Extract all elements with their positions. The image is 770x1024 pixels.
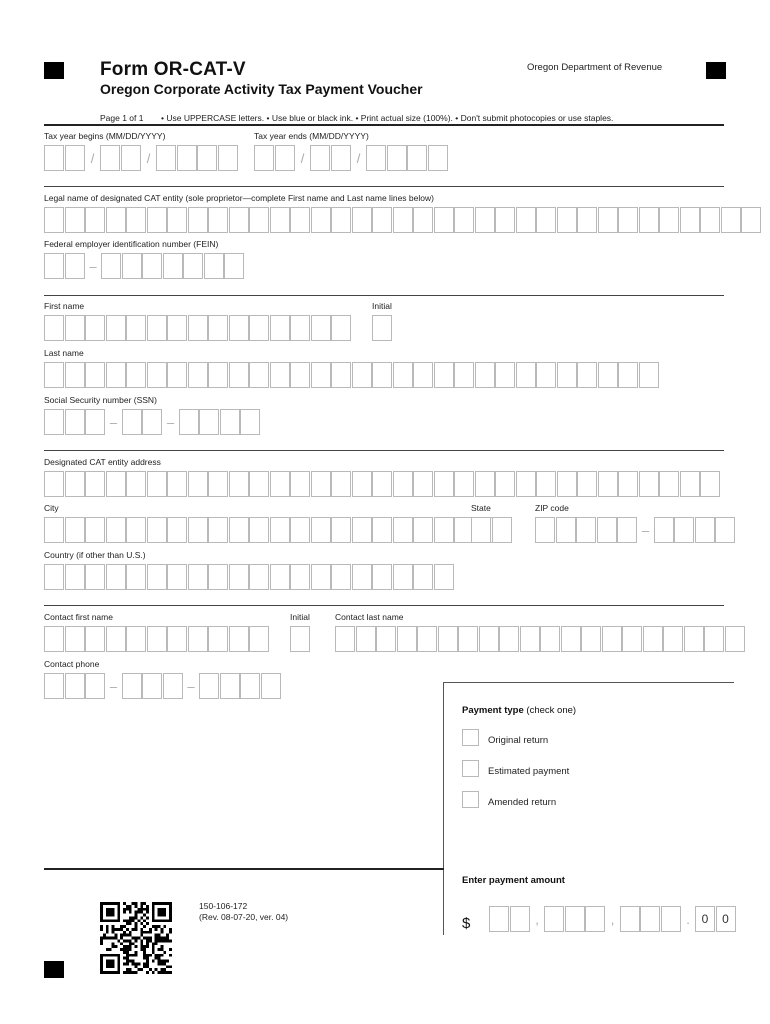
char-box[interactable] bbox=[721, 207, 741, 233]
char-box[interactable] bbox=[622, 626, 642, 652]
char-box[interactable] bbox=[741, 207, 761, 233]
char-box[interactable] bbox=[106, 362, 126, 388]
char-box[interactable] bbox=[147, 207, 167, 233]
char-box[interactable] bbox=[372, 362, 392, 388]
estimated-payment-checkbox[interactable] bbox=[462, 760, 479, 777]
dash-separator: – bbox=[187, 678, 195, 694]
dash-separator: – bbox=[641, 522, 650, 538]
char-box[interactable] bbox=[495, 362, 515, 388]
char-box[interactable] bbox=[65, 517, 85, 543]
section-rule bbox=[44, 295, 724, 296]
char-box[interactable] bbox=[126, 564, 146, 590]
char-box[interactable] bbox=[65, 362, 85, 388]
char-box[interactable] bbox=[106, 626, 126, 652]
comma-separator: , bbox=[610, 911, 615, 927]
char-box[interactable] bbox=[208, 362, 228, 388]
estimated-payment-label: Estimated payment bbox=[488, 766, 570, 777]
char-box[interactable] bbox=[557, 362, 577, 388]
char-box[interactable] bbox=[516, 362, 536, 388]
char-box[interactable] bbox=[331, 362, 351, 388]
char-box[interactable] bbox=[44, 315, 64, 341]
char-box[interactable] bbox=[167, 471, 187, 497]
char-box[interactable] bbox=[229, 471, 249, 497]
char-box[interactable] bbox=[413, 207, 433, 233]
char-box[interactable] bbox=[44, 517, 64, 543]
last-name-label: Last name bbox=[44, 348, 84, 358]
form-subtitle: Oregon Corporate Activity Tax Payment Voucher bbox=[100, 81, 423, 97]
legal-name-input[interactable] bbox=[44, 207, 762, 233]
char-box[interactable] bbox=[270, 517, 290, 543]
char-box[interactable] bbox=[700, 207, 720, 233]
char-box[interactable] bbox=[229, 362, 249, 388]
char-box[interactable] bbox=[208, 315, 228, 341]
char-box[interactable] bbox=[270, 315, 290, 341]
char-box[interactable] bbox=[85, 517, 105, 543]
char-box[interactable] bbox=[618, 362, 638, 388]
char-box[interactable] bbox=[44, 471, 64, 497]
char-box[interactable] bbox=[106, 207, 126, 233]
char-box[interactable] bbox=[475, 362, 495, 388]
char-box[interactable] bbox=[352, 362, 372, 388]
char-box[interactable] bbox=[188, 626, 208, 652]
char-box[interactable] bbox=[540, 626, 560, 652]
ssn-input[interactable] bbox=[44, 409, 261, 435]
city-label: City bbox=[44, 503, 59, 513]
first-name-label: First name bbox=[44, 301, 85, 311]
char-box[interactable] bbox=[643, 626, 663, 652]
tax-year-begins-input[interactable] bbox=[44, 145, 238, 171]
ssn-label: Social Security number (SSN) bbox=[44, 395, 157, 405]
char-box[interactable] bbox=[372, 471, 392, 497]
char-box[interactable] bbox=[188, 362, 208, 388]
payment-type-label bbox=[462, 705, 576, 716]
tax-year-ends-label: Tax year ends (MM/DD/YYYY) bbox=[254, 131, 369, 141]
char-box[interactable] bbox=[311, 471, 331, 497]
char-box[interactable] bbox=[249, 626, 269, 652]
char-box[interactable] bbox=[249, 315, 269, 341]
char-box[interactable] bbox=[618, 471, 638, 497]
char-box[interactable] bbox=[208, 517, 228, 543]
payment-type-heading: Payment type bbox=[462, 705, 524, 716]
section-rule bbox=[44, 186, 724, 187]
zip-input[interactable] bbox=[535, 517, 736, 543]
slash-separator: / bbox=[90, 150, 95, 166]
char-box[interactable] bbox=[44, 564, 64, 590]
country-input[interactable] bbox=[44, 564, 454, 590]
agency-name: Oregon Department of Revenue bbox=[527, 62, 663, 73]
char-box[interactable] bbox=[290, 517, 310, 543]
char-box[interactable] bbox=[106, 471, 126, 497]
char-box[interactable] bbox=[290, 362, 310, 388]
first-name-input[interactable] bbox=[44, 315, 352, 341]
char-box[interactable] bbox=[249, 471, 269, 497]
char-box[interactable] bbox=[65, 471, 85, 497]
amended-return-label: Amended return bbox=[488, 797, 557, 808]
char-box[interactable] bbox=[290, 471, 310, 497]
payment-amount-label: Enter payment amount bbox=[462, 875, 565, 886]
country-label: Country (if other than U.S.) bbox=[44, 550, 146, 560]
char-box[interactable] bbox=[270, 471, 290, 497]
fein-label: Federal employer identification number (FEIN) bbox=[44, 239, 219, 249]
char-box[interactable] bbox=[126, 626, 146, 652]
slash-separator: / bbox=[356, 150, 361, 166]
char-box[interactable] bbox=[335, 626, 355, 652]
original-return-checkbox[interactable] bbox=[462, 729, 479, 746]
tax-year-begins-label: Tax year begins (MM/DD/YYYY) bbox=[44, 131, 166, 141]
char-box[interactable] bbox=[516, 471, 536, 497]
char-box[interactable] bbox=[44, 626, 64, 652]
char-box[interactable] bbox=[85, 471, 105, 497]
char-box[interactable] bbox=[126, 362, 146, 388]
char-box[interactable] bbox=[434, 207, 454, 233]
char-box[interactable] bbox=[479, 626, 499, 652]
contact-first-name-label: Contact first name bbox=[44, 612, 113, 622]
char-box[interactable] bbox=[663, 626, 683, 652]
char-box[interactable] bbox=[331, 517, 351, 543]
last-name-input[interactable] bbox=[44, 362, 659, 388]
char-box[interactable] bbox=[188, 564, 208, 590]
char-box[interactable] bbox=[680, 207, 700, 233]
char-box[interactable] bbox=[725, 626, 745, 652]
registration-mark-icon bbox=[706, 62, 726, 79]
tax-year-ends-input[interactable] bbox=[254, 145, 448, 171]
char-box[interactable] bbox=[372, 517, 392, 543]
char-box[interactable] bbox=[393, 517, 413, 543]
address-label: Designated CAT entity address bbox=[44, 457, 161, 467]
city-input[interactable] bbox=[44, 517, 495, 543]
char-box[interactable] bbox=[126, 517, 146, 543]
char-box[interactable] bbox=[167, 517, 187, 543]
char-box[interactable] bbox=[147, 517, 167, 543]
footer-rule bbox=[44, 868, 444, 870]
char-box[interactable] bbox=[356, 626, 376, 652]
char-box[interactable] bbox=[434, 564, 454, 590]
char-box[interactable] bbox=[458, 626, 478, 652]
char-box[interactable] bbox=[147, 564, 167, 590]
char-box[interactable] bbox=[475, 207, 495, 233]
initial-input[interactable] bbox=[372, 315, 393, 341]
page-info: Page 1 of 1 bbox=[100, 113, 144, 123]
char-box[interactable] bbox=[229, 207, 249, 233]
char-box[interactable] bbox=[454, 207, 474, 233]
char-box[interactable] bbox=[352, 207, 372, 233]
payment-panel bbox=[443, 682, 734, 935]
char-box[interactable] bbox=[413, 564, 433, 590]
char-box[interactable] bbox=[393, 362, 413, 388]
payment-type-hint: (check one) bbox=[523, 705, 577, 716]
comma-separator: , bbox=[535, 911, 539, 927]
char-box[interactable] bbox=[249, 517, 269, 543]
char-box[interactable] bbox=[311, 564, 331, 590]
char-box[interactable] bbox=[85, 626, 105, 652]
registration-mark-icon bbox=[44, 62, 64, 79]
char-box[interactable] bbox=[577, 362, 597, 388]
char-box[interactable] bbox=[311, 517, 331, 543]
char-box[interactable] bbox=[65, 626, 85, 652]
char-box[interactable] bbox=[639, 207, 659, 233]
char-box[interactable] bbox=[311, 362, 331, 388]
char-box[interactable] bbox=[352, 517, 372, 543]
char-box[interactable] bbox=[331, 315, 351, 341]
char-box[interactable] bbox=[147, 626, 167, 652]
char-box[interactable] bbox=[311, 207, 331, 233]
char-box[interactable] bbox=[413, 517, 433, 543]
header-rule bbox=[44, 124, 724, 126]
char-box[interactable] bbox=[85, 315, 105, 341]
char-box[interactable] bbox=[454, 362, 474, 388]
cents-digit: 0 bbox=[695, 906, 715, 932]
char-box[interactable] bbox=[561, 626, 581, 652]
char-box[interactable] bbox=[126, 471, 146, 497]
contact-last-name-input[interactable] bbox=[335, 626, 745, 652]
char-box[interactable] bbox=[85, 564, 105, 590]
char-box[interactable] bbox=[147, 471, 167, 497]
section-rule bbox=[44, 605, 724, 606]
char-box[interactable] bbox=[147, 362, 167, 388]
char-box[interactable] bbox=[270, 564, 290, 590]
char-box[interactable] bbox=[65, 564, 85, 590]
contact-phone-input[interactable] bbox=[44, 673, 281, 699]
char-box[interactable] bbox=[700, 471, 720, 497]
contact-first-name-input[interactable] bbox=[44, 626, 270, 652]
char-box[interactable] bbox=[598, 207, 618, 233]
char-box[interactable] bbox=[167, 362, 187, 388]
char-box[interactable] bbox=[106, 517, 126, 543]
char-box[interactable] bbox=[659, 471, 679, 497]
char-box[interactable] bbox=[229, 564, 249, 590]
char-box[interactable] bbox=[393, 471, 413, 497]
fein-input[interactable] bbox=[44, 253, 245, 279]
dash-separator: – bbox=[109, 678, 118, 694]
slash-separator: / bbox=[146, 150, 151, 166]
char-box[interactable] bbox=[639, 362, 659, 388]
instructions: • Use UPPERCASE letters. • Use blue or black ink. • Print actual size (100%). • Don't submit photocopies or use staples. bbox=[161, 113, 614, 123]
char-box[interactable] bbox=[352, 564, 372, 590]
char-box[interactable] bbox=[249, 564, 269, 590]
contact-initial-input[interactable] bbox=[290, 626, 311, 652]
char-box[interactable] bbox=[106, 564, 126, 590]
char-box[interactable] bbox=[167, 626, 187, 652]
char-box[interactable] bbox=[208, 564, 228, 590]
char-box[interactable] bbox=[684, 626, 704, 652]
form-number: 150-106-172 bbox=[199, 901, 248, 911]
char-box[interactable] bbox=[536, 471, 556, 497]
char-box[interactable] bbox=[659, 207, 679, 233]
currency-symbol: $ bbox=[462, 915, 471, 932]
char-box[interactable] bbox=[577, 471, 597, 497]
char-box[interactable] bbox=[44, 362, 64, 388]
char-box[interactable] bbox=[434, 517, 454, 543]
char-box[interactable] bbox=[495, 471, 515, 497]
dash-separator: – bbox=[109, 414, 118, 430]
char-box[interactable] bbox=[167, 564, 187, 590]
decimal-separator: . bbox=[686, 911, 690, 927]
char-box[interactable] bbox=[454, 471, 474, 497]
char-box[interactable] bbox=[44, 207, 64, 233]
char-box[interactable] bbox=[331, 207, 351, 233]
char-box[interactable] bbox=[208, 471, 228, 497]
address-input[interactable] bbox=[44, 471, 721, 497]
contact-last-name-label: Contact last name bbox=[335, 612, 404, 622]
registration-mark-icon bbox=[44, 961, 64, 978]
char-box[interactable] bbox=[413, 362, 433, 388]
char-box[interactable] bbox=[331, 471, 351, 497]
char-box[interactable] bbox=[639, 471, 659, 497]
char-box[interactable] bbox=[65, 207, 85, 233]
char-box[interactable] bbox=[495, 207, 515, 233]
char-box[interactable] bbox=[393, 207, 413, 233]
char-box[interactable] bbox=[397, 626, 417, 652]
char-box[interactable] bbox=[147, 315, 167, 341]
char-box[interactable] bbox=[598, 362, 618, 388]
char-box[interactable] bbox=[188, 207, 208, 233]
char-box[interactable] bbox=[229, 517, 249, 543]
slash-separator: / bbox=[300, 150, 305, 166]
char-box[interactable] bbox=[536, 207, 556, 233]
section-rule bbox=[44, 450, 724, 451]
initial-label: Initial bbox=[372, 301, 392, 311]
char-box[interactable] bbox=[331, 564, 351, 590]
dash-separator: – bbox=[166, 414, 175, 430]
char-box[interactable] bbox=[188, 471, 208, 497]
char-box[interactable] bbox=[434, 362, 454, 388]
char-box[interactable] bbox=[618, 207, 638, 233]
contact-initial-label: Initial bbox=[290, 612, 310, 622]
char-box[interactable] bbox=[167, 207, 187, 233]
char-box[interactable] bbox=[393, 564, 413, 590]
state-label: State bbox=[471, 503, 491, 513]
dash-separator: – bbox=[89, 258, 97, 274]
char-box[interactable] bbox=[65, 315, 85, 341]
char-box[interactable] bbox=[577, 207, 597, 233]
contact-phone-label: Contact phone bbox=[44, 659, 100, 669]
char-box[interactable] bbox=[557, 207, 577, 233]
char-box[interactable] bbox=[85, 207, 105, 233]
char-box[interactable] bbox=[434, 471, 454, 497]
char-box[interactable] bbox=[167, 315, 187, 341]
zip-label: ZIP code bbox=[535, 503, 569, 513]
char-box[interactable] bbox=[270, 207, 290, 233]
char-box[interactable] bbox=[581, 626, 601, 652]
form-revision: (Rev. 08-07-20, ver. 04) bbox=[199, 912, 289, 922]
char-box[interactable] bbox=[249, 362, 269, 388]
char-box[interactable] bbox=[311, 315, 331, 341]
char-box[interactable] bbox=[208, 626, 228, 652]
char-box[interactable] bbox=[372, 564, 392, 590]
char-box[interactable] bbox=[417, 626, 437, 652]
char-box[interactable] bbox=[372, 207, 392, 233]
char-box[interactable] bbox=[270, 362, 290, 388]
payment-amount-input[interactable] bbox=[489, 906, 736, 932]
char-box[interactable] bbox=[413, 471, 433, 497]
char-box[interactable] bbox=[290, 315, 310, 341]
qr-code-icon bbox=[100, 902, 172, 974]
char-box[interactable] bbox=[106, 315, 126, 341]
char-box[interactable] bbox=[516, 207, 536, 233]
char-box[interactable] bbox=[536, 362, 556, 388]
char-box[interactable] bbox=[229, 315, 249, 341]
legal-name-label: Legal name of designated CAT entity (sole proprietor—complete First name and Last name lines below) bbox=[44, 193, 434, 203]
char-box[interactable] bbox=[85, 362, 105, 388]
char-box[interactable] bbox=[602, 626, 622, 652]
original-return-label: Original return bbox=[488, 735, 549, 746]
char-box[interactable] bbox=[704, 626, 724, 652]
char-box[interactable] bbox=[208, 207, 228, 233]
char-box[interactable] bbox=[438, 626, 458, 652]
amended-return-checkbox[interactable] bbox=[462, 791, 479, 808]
char-box[interactable] bbox=[126, 207, 146, 233]
char-box[interactable] bbox=[188, 517, 208, 543]
char-box[interactable] bbox=[290, 564, 310, 590]
char-box[interactable] bbox=[249, 207, 269, 233]
char-box[interactable] bbox=[229, 626, 249, 652]
char-box[interactable] bbox=[126, 315, 146, 341]
char-box[interactable] bbox=[680, 471, 700, 497]
char-box[interactable] bbox=[499, 626, 519, 652]
char-box[interactable] bbox=[188, 315, 208, 341]
cents-digit: 0 bbox=[716, 906, 736, 932]
char-box[interactable] bbox=[290, 207, 310, 233]
state-input[interactable] bbox=[471, 517, 512, 543]
char-box[interactable] bbox=[598, 471, 618, 497]
form-title: Form OR-CAT-V bbox=[100, 59, 246, 80]
char-box[interactable] bbox=[557, 471, 577, 497]
char-box[interactable] bbox=[520, 626, 540, 652]
char-box[interactable] bbox=[376, 626, 396, 652]
char-box[interactable] bbox=[352, 471, 372, 497]
char-box[interactable] bbox=[475, 471, 495, 497]
